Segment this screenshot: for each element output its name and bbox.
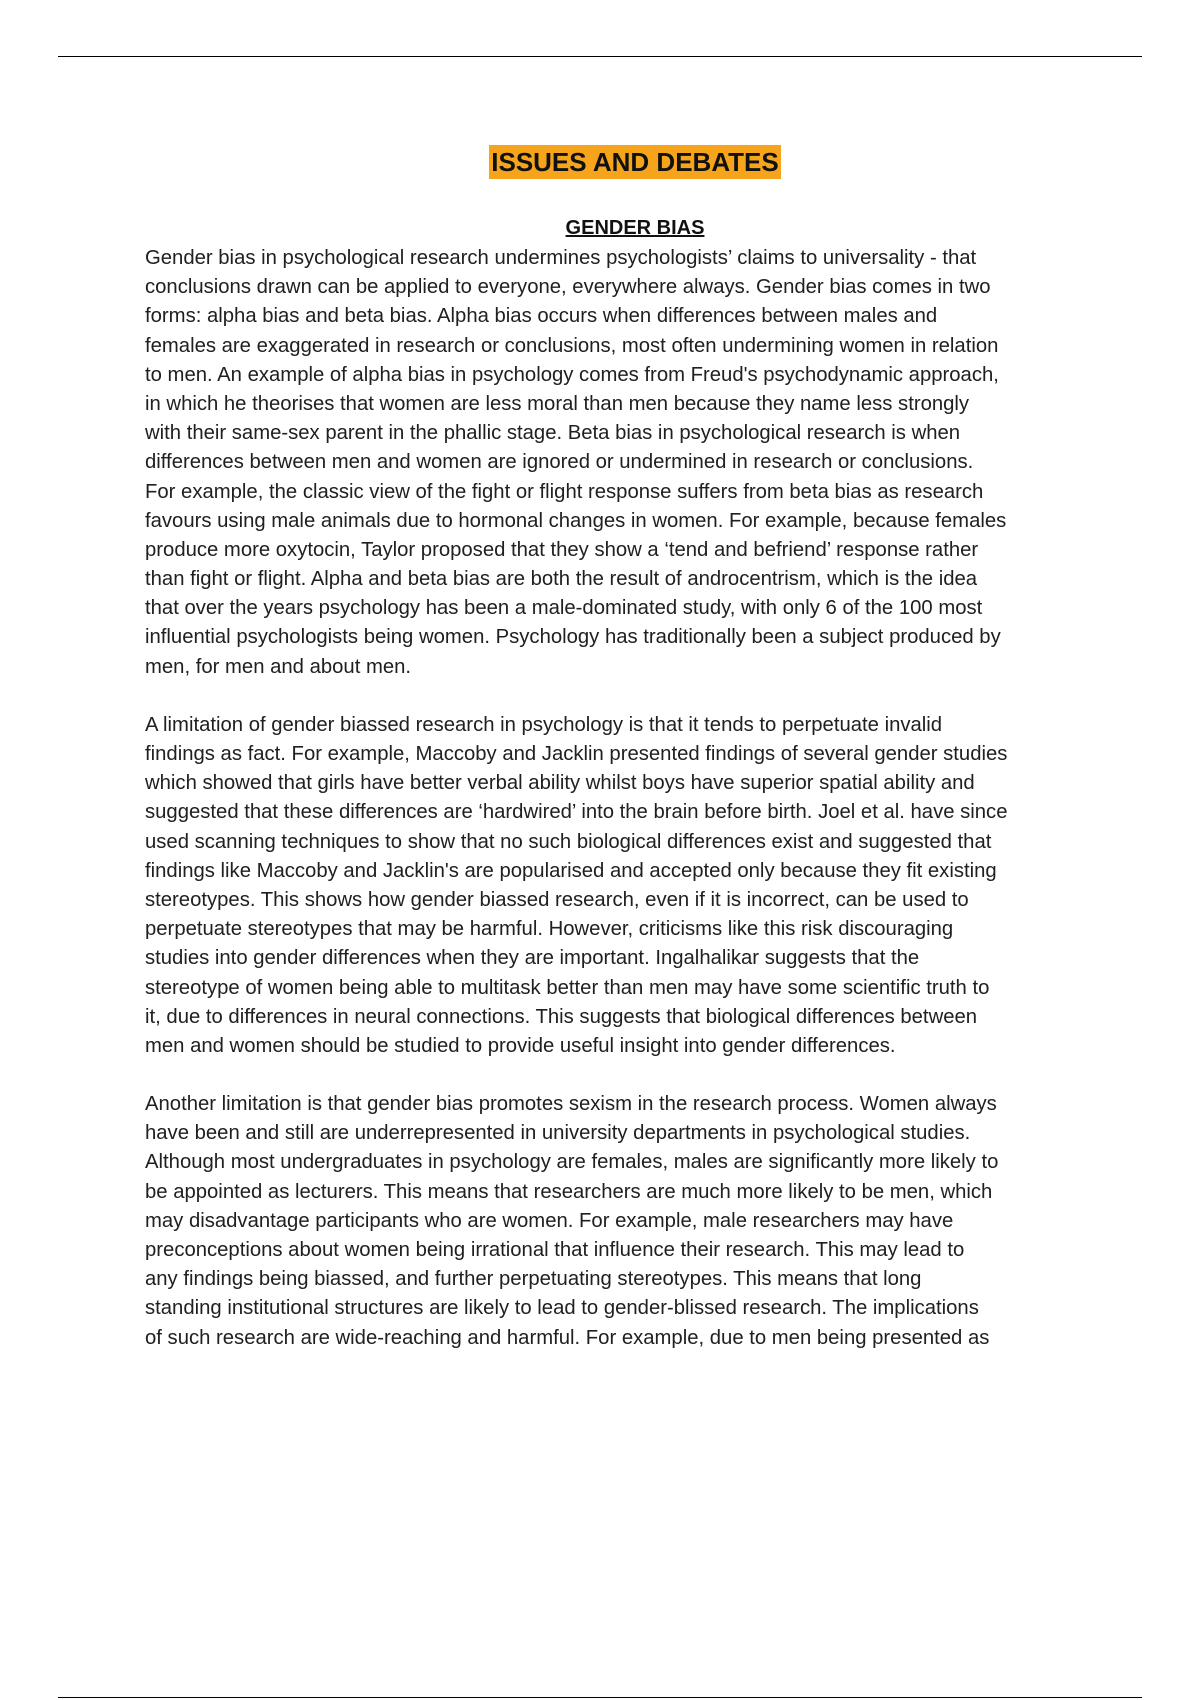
paragraph-line: A limitation of gender biassed research in psychology is that it tends to perpetuate invalid	[145, 713, 943, 736]
paragraph-line: in which he theorises that women are less moral than men because they name less strongly	[145, 392, 970, 415]
paragraph	[145, 711, 1100, 1061]
paragraph-line: forms: alpha bias and beta bias. Alpha bias occurs when differences between males and	[145, 305, 938, 328]
paragraph-line: For example, the classic view of the fight or flight response suffers from beta bias as research	[145, 480, 984, 503]
document-body	[145, 244, 1100, 1382]
paragraph-line: that over the years psychology has been a male-dominated study, with only 6 of the 100 most	[145, 597, 983, 620]
paragraph-line: standing institutional structures are likely to lead to gender-blissed research. The implications	[145, 1297, 979, 1320]
heading-container	[0, 215, 1200, 241]
paragraph-line: preconceptions about women being irrational that influence their research. This may lead to	[145, 1239, 965, 1261]
paragraph	[145, 244, 1100, 682]
paragraph-line: men and women should be studied to provide useful insight into gender differences.	[145, 1034, 896, 1057]
paragraph-line: Another limitation is that gender bias promotes sexism in the research process. Women always	[145, 1093, 997, 1116]
paragraph-line: findings as fact. For example, Maccoby and Jacklin presented findings of several gender studies	[145, 743, 1008, 765]
paragraph-line: which showed that girls have better verbal ability whilst boys have superior spatial ability and	[145, 772, 975, 795]
paragraph-line: favours using male animals due to hormonal changes in women. For example, because females	[145, 509, 1007, 532]
title-container	[0, 145, 1200, 179]
paragraph-line: of such research are wide-reaching and harmful. For example, due to men being presented as	[145, 1326, 990, 1349]
paragraph-line: females are exaggerated in research or conclusions, most often undermining women in relation	[145, 334, 999, 357]
paragraph-line: perpetuate stereotypes that may be harmful. However, criticisms like this risk discouraging	[145, 918, 954, 941]
paragraph-line: men, for men and about men.	[145, 655, 412, 678]
paragraph-line: used scanning techniques to show that no such biological differences exist and suggested that	[145, 830, 992, 853]
document-title: ISSUES AND DEBATES	[491, 147, 779, 177]
section-heading: GENDER BIAS	[565, 217, 705, 239]
paragraph-line: Gender bias in psychological research undermines psychologists’ claims to universality - that	[145, 247, 977, 269]
paragraph	[145, 1090, 1100, 1353]
paragraph-line: to men. An example of alpha bias in psychology comes from Freud's psychodynamic approach,	[145, 363, 999, 386]
paragraph-line: with their same-sex parent in the phallic stage. Beta bias in psychological research is when	[145, 422, 961, 445]
paragraph-line: conclusions drawn can be applied to everyone, everywhere always. Gender bias comes in two	[145, 276, 991, 299]
paragraph-line: differences between men and women are ignored or undermined in research or conclusions.	[145, 451, 974, 474]
paragraph-line: Although most undergraduates in psychology are females, males are significantly more likely to	[145, 1151, 999, 1174]
paragraph-line: produce more oxytocin, Taylor proposed that they show a ‘tend and befriend’ response rather	[145, 538, 979, 561]
paragraph-line: have been and still are underrepresented in university departments in psychological studies.	[145, 1122, 971, 1145]
paragraph-line: may disadvantage participants who are women. For example, male researchers may have	[145, 1209, 954, 1232]
paragraph-line: it, due to differences in neural connections. This suggests that biological differences between	[145, 1005, 978, 1028]
paragraph-line: than fight or flight. Alpha and beta bias are both the result of androcentrism, which is the idea	[145, 568, 978, 591]
paragraph-line: any findings being biassed, and further perpetuating stereotypes. This means that long	[145, 1268, 922, 1291]
paragraph-line: influential psychologists being women. Psychology has traditionally been a subject produced by	[145, 626, 1001, 649]
bottom-rule	[58, 1697, 1142, 1698]
paragraph-line: studies into gender differences when they are important. Ingalhalikar suggests that the	[145, 947, 920, 970]
paragraph-line: stereotype of women being able to multitask better than men may have some scientific truth to	[145, 976, 990, 999]
paragraph-line: findings like Maccoby and Jacklin's are popularised and accepted only because they fit existing	[145, 859, 997, 882]
paragraph-line: be appointed as lecturers. This means that researchers are much more likely to be men, which	[145, 1180, 993, 1203]
paragraph-line: stereotypes. This shows how gender biassed research, even if it is incorrect, can be used to	[145, 888, 969, 911]
top-rule	[58, 56, 1142, 57]
paragraph-line: suggested that these differences are ‘hardwired’ into the brain before birth. Joel et al. have since	[145, 801, 1008, 824]
